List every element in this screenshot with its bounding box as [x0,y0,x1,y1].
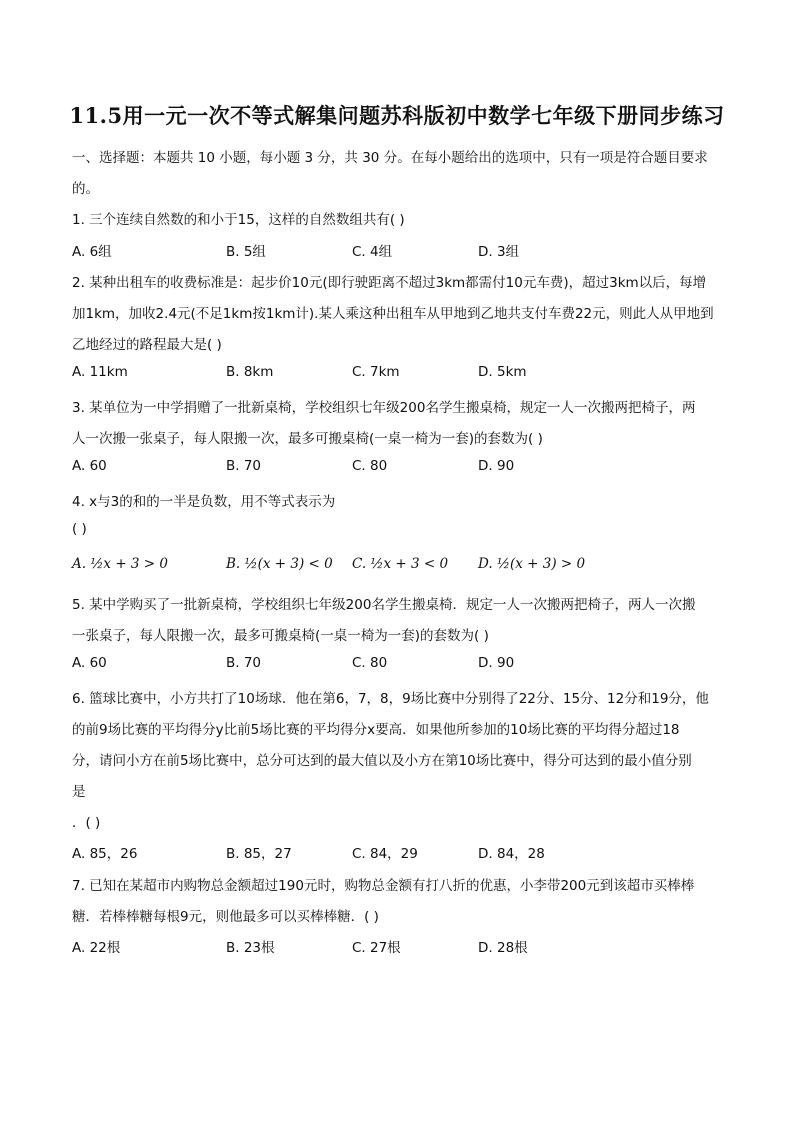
option-d: D. 28根 [478,940,528,956]
option-d: D. 3组 [478,244,520,260]
option-c: C. 80 [352,458,388,474]
option-c: C. 7km [352,364,400,380]
question-3-text: 人一次搬一张桌子，每人限搬一次，最多可搬桌椅(一桌一椅为一套)的套数为( ) [72,431,543,447]
option-a: A. 6组 [72,244,112,260]
option-d: D. 90 [478,655,515,671]
document-title: 11.5用一元一次不等式解集问题苏科版初中数学七年级下册同步练习 [69,103,725,128]
question-4-text: 4. x与3的和的一半是负数，用不等式表示为 [72,494,336,510]
option-b: B. 70 [226,655,262,671]
option-b: B. ½(x + 3) < 0 [226,556,333,572]
question-6-text: ．( ) [72,815,101,831]
section-instructions-line: 的。 [72,181,99,197]
option-d: D. ½(x + 3) > 0 [478,556,586,572]
option-b: B. 5组 [226,244,266,260]
question-6-text: 6. 篮球比赛中，小方共打了10场球．他在第6，7，8，9场比赛中分别得了22分、15分、12分和19分，他 [72,691,709,707]
question-3-text: 3. 某单位为一中学捐赠了一批新桌椅，学校组织七年级200名学生搬桌椅，规定一人一次搬两把椅子，两 [72,400,696,416]
option-c: C. 80 [352,655,388,671]
option-d: D. 84，28 [478,846,545,862]
question-6-options [72,842,727,862]
section-instructions-line: 一、选择题：本题共 10 小题，每小题 3 分，共 30 分。在每小题给出的选项中，只有一项是符合题目要求 [72,150,708,166]
option-d: D. 5km [478,364,527,380]
option-d: D. 90 [478,458,515,474]
option-b: B. 85，27 [226,846,292,862]
option-b: B. 70 [226,458,262,474]
option-a: A. 22根 [72,940,121,956]
question-7-text: 7. 已知在某超市内购物总金额超过190元时，购物总金额有打八折的优惠，小李带200元到该超市买棒棒 [72,878,695,894]
question-7-text: 糖．若棒棒糖每根9元，则他最多可以买棒棒糖．( ) [72,909,379,925]
option-a: A. ½x + 3 > 0 [72,556,168,572]
question-2-text: 2. 某种出租车的收费标准是：起步价10元(即行驶距离不超过3km都需付10元车费)，超过3km以后，每增 [72,275,707,291]
question-6-text: 是 [72,784,86,800]
question-6-text: 分，请问小方在前5场比赛中，总分可达到的最大值以及小方在第10场比赛中，得分可达到的最小值分别 [72,753,692,769]
question-2-options [72,364,727,384]
option-a: A. 11km [72,364,128,380]
question-1-text: 1. 三个连续自然数的和小于15，这样的自然数组共有( ) [72,212,405,228]
option-c: C. ½x + 3 < 0 [352,556,449,572]
question-5-text: 5. 某中学购买了一批新桌椅，学校组织七年级200名学生搬桌椅．规定一人一次搬两把椅子，两人一次搬 [72,597,696,613]
option-b: B. 8km [226,364,274,380]
question-2-text: 加1km，加收2.4元(不足1km按1km计).某人乘这种出租车从甲地到乙地共支付车费22元，则此人从甲地到 [72,306,714,322]
question-4-text: ( ) [72,521,87,537]
question-1-options [72,240,727,260]
option-c: C. 4组 [352,244,393,260]
question-5-text: 一张桌子，每人限搬一次，最多可搬桌椅(一桌一椅为一套)的套数为( ) [72,628,489,644]
option-c: C. 27根 [352,940,401,956]
option-c: C. 84，29 [352,846,418,862]
option-a: A. 60 [72,458,107,474]
question-4-options [72,556,727,576]
option-a: A. 60 [72,655,107,671]
question-5-options [72,655,727,675]
option-b: B. 23根 [226,940,275,956]
question-6-text: 的前9场比赛的平均得分y比前5场比赛的平均得分x要高．如果他所参加的10场比赛的平均得分超过18 [72,722,680,738]
option-a: A. 85，26 [72,846,138,862]
question-7-options [72,936,727,956]
question-2-text: 乙地经过的路程最大是( ) [72,337,222,353]
question-3-options [72,458,727,478]
